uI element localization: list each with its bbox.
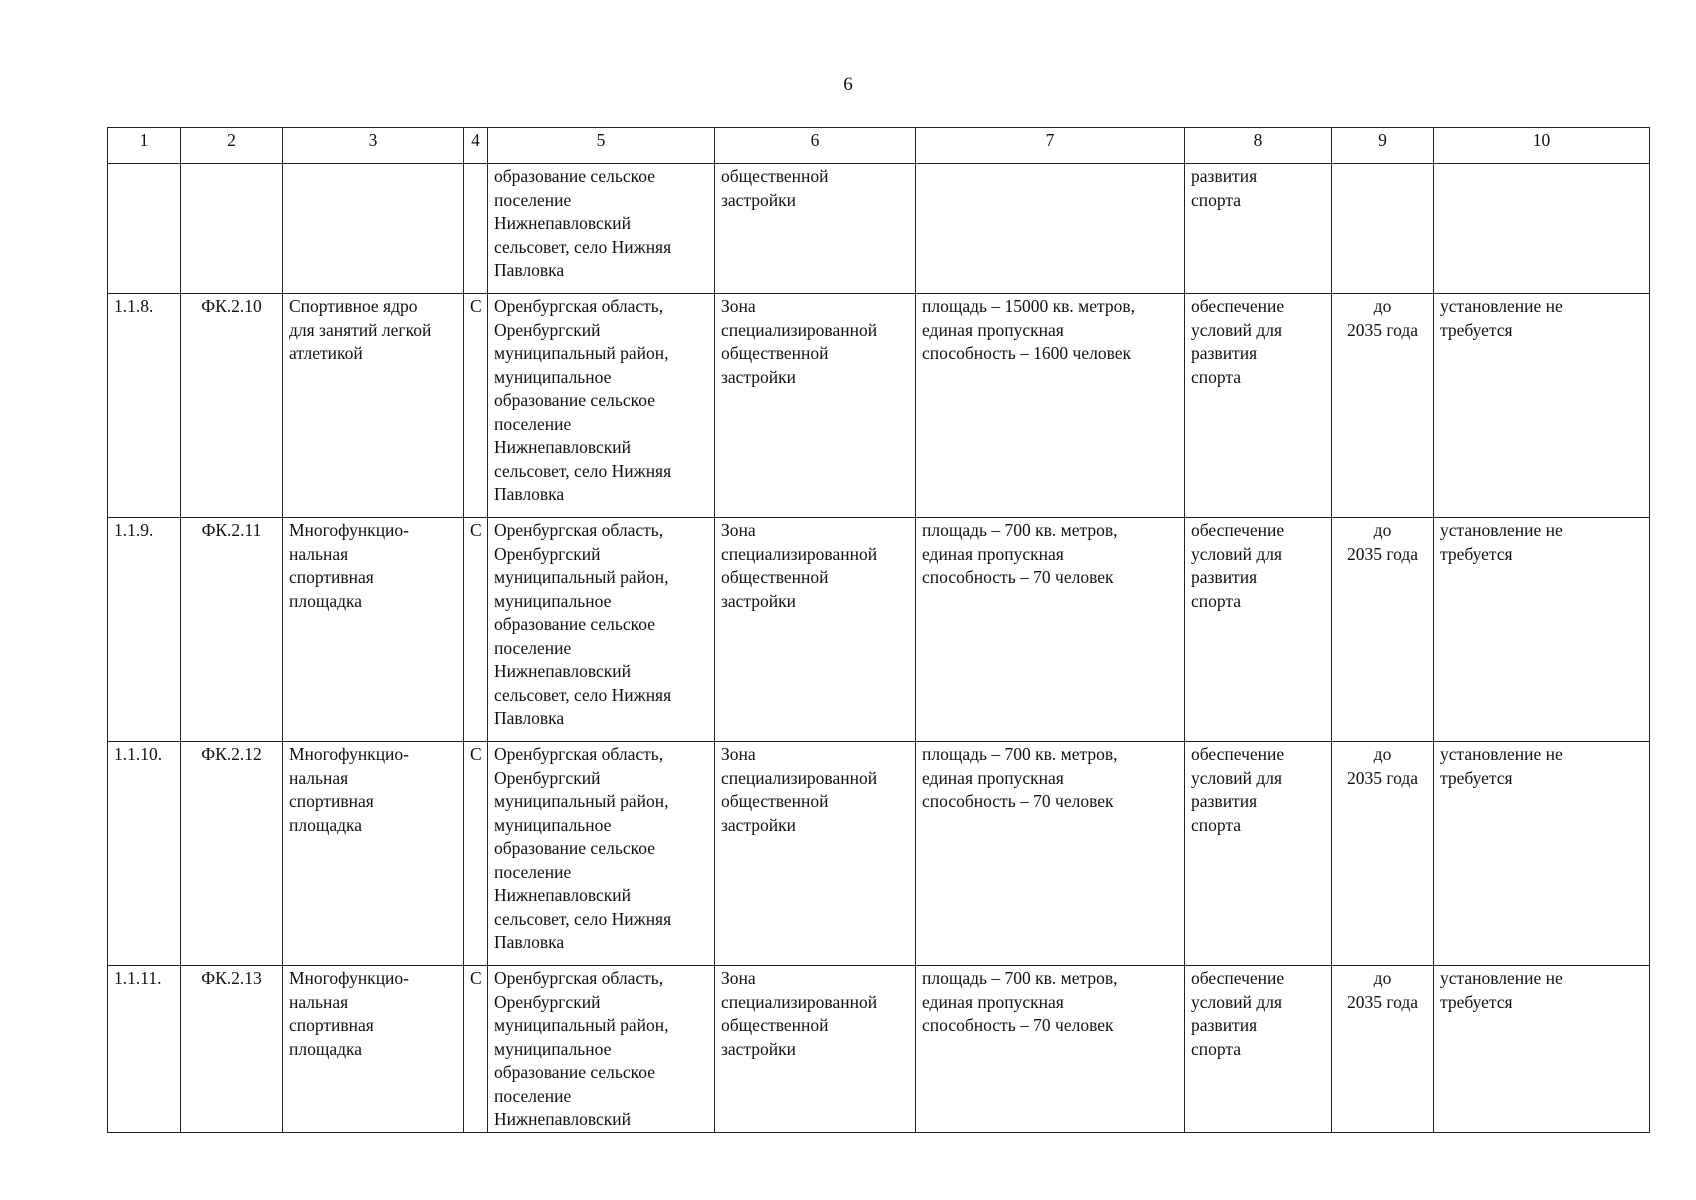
objects-table bbox=[107, 127, 1650, 1133]
table-row bbox=[108, 164, 1650, 294]
row-number-cell: 1.1.10. bbox=[108, 742, 181, 966]
table-header-row bbox=[108, 128, 1650, 164]
location-cell: Оренбургская область, Оренбургский муниципальный район, муниципальное образование сельское поселение Нижнепавловский bbox=[488, 966, 715, 1133]
column-header: 2 bbox=[181, 128, 283, 164]
characteristics-cell: площадь – 700 кв. метров, единая пропускная способность – 70 человек bbox=[916, 966, 1185, 1133]
term-cell bbox=[1332, 164, 1434, 294]
sanitary-zone-cell: установление не требуется bbox=[1434, 294, 1650, 518]
object-name-cell bbox=[283, 164, 464, 294]
object-type-cell bbox=[464, 164, 488, 294]
characteristics-cell bbox=[916, 164, 1185, 294]
column-header: 7 bbox=[916, 128, 1185, 164]
purpose-cell: обеспечение условий для развития спорта bbox=[1185, 966, 1332, 1133]
purpose-cell: обеспечение условий для развития спорта bbox=[1185, 742, 1332, 966]
location-cell: Оренбургская область, Оренбургский муниципальный район, муниципальное образование сельское поселение Нижнепавловский сельсовет, село Нижняя Павловка bbox=[488, 742, 715, 966]
table-row bbox=[108, 742, 1650, 966]
column-header: 5 bbox=[488, 128, 715, 164]
table-row bbox=[108, 294, 1650, 518]
column-header: 9 bbox=[1332, 128, 1434, 164]
object-type-cell: С bbox=[464, 966, 488, 1133]
sanitary-zone-cell: установление не требуется bbox=[1434, 966, 1650, 1133]
object-name-cell: Многофункцио- нальная спортивная площадка bbox=[283, 742, 464, 966]
row-number-cell: 1.1.11. bbox=[108, 966, 181, 1133]
zone-cell: Зона специализированной общественной застройки bbox=[715, 742, 916, 966]
column-header: 3 bbox=[283, 128, 464, 164]
term-cell: до 2035 года bbox=[1332, 294, 1434, 518]
zone-cell: Зона специализированной общественной застройки bbox=[715, 966, 916, 1133]
column-header: 4 bbox=[464, 128, 488, 164]
row-number-cell: 1.1.8. bbox=[108, 294, 181, 518]
purpose-cell: обеспечение условий для развития спорта bbox=[1185, 518, 1332, 742]
zone-cell: общественной застройки bbox=[715, 164, 916, 294]
object-type-cell: С bbox=[464, 294, 488, 518]
purpose-cell: обеспечение условий для развития спорта bbox=[1185, 294, 1332, 518]
object-code-cell: ФК.2.13 bbox=[181, 966, 283, 1133]
object-type-cell: С bbox=[464, 518, 488, 742]
object-code-cell: ФК.2.11 bbox=[181, 518, 283, 742]
zone-cell: Зона специализированной общественной застройки bbox=[715, 294, 916, 518]
term-cell: до 2035 года bbox=[1332, 742, 1434, 966]
table-row bbox=[108, 518, 1650, 742]
term-cell: до 2035 года bbox=[1332, 966, 1434, 1133]
sanitary-zone-cell bbox=[1434, 164, 1650, 294]
location-cell: образование сельское поселение Нижнепавловский сельсовет, село Нижняя Павловка bbox=[488, 164, 715, 294]
characteristics-cell: площадь – 700 кв. метров, единая пропускная способность – 70 человек bbox=[916, 742, 1185, 966]
object-name-cell: Спортивное ядро для занятий легкой атлетикой bbox=[283, 294, 464, 518]
characteristics-cell: площадь – 15000 кв. метров, единая пропускная способность – 1600 человек bbox=[916, 294, 1185, 518]
column-header: 8 bbox=[1185, 128, 1332, 164]
object-name-cell: Многофункцио- нальная спортивная площадка bbox=[283, 966, 464, 1133]
column-header: 10 bbox=[1434, 128, 1650, 164]
sanitary-zone-cell: установление не требуется bbox=[1434, 742, 1650, 966]
location-cell: Оренбургская область, Оренбургский муниципальный район, муниципальное образование сельское поселение Нижнепавловский сельсовет, село Нижняя Павловка bbox=[488, 294, 715, 518]
row-number-cell: 1.1.9. bbox=[108, 518, 181, 742]
object-code-cell: ФК.2.10 bbox=[181, 294, 283, 518]
table-row bbox=[108, 966, 1650, 1133]
sanitary-zone-cell: установление не требуется bbox=[1434, 518, 1650, 742]
row-number-cell bbox=[108, 164, 181, 294]
object-code-cell: ФК.2.12 bbox=[181, 742, 283, 966]
characteristics-cell: площадь – 700 кв. метров, единая пропускная способность – 70 человек bbox=[916, 518, 1185, 742]
location-cell: Оренбургская область, Оренбургский муниципальный район, муниципальное образование сельское поселение Нижнепавловский сельсовет, село Нижняя Павловка bbox=[488, 518, 715, 742]
column-header: 1 bbox=[108, 128, 181, 164]
object-name-cell: Многофункцио- нальная спортивная площадка bbox=[283, 518, 464, 742]
object-code-cell bbox=[181, 164, 283, 294]
column-header: 6 bbox=[715, 128, 916, 164]
zone-cell: Зона специализированной общественной застройки bbox=[715, 518, 916, 742]
term-cell: до 2035 года bbox=[1332, 518, 1434, 742]
object-type-cell: С bbox=[464, 742, 488, 966]
page-number: 6 bbox=[843, 74, 853, 95]
purpose-cell: развития спорта bbox=[1185, 164, 1332, 294]
